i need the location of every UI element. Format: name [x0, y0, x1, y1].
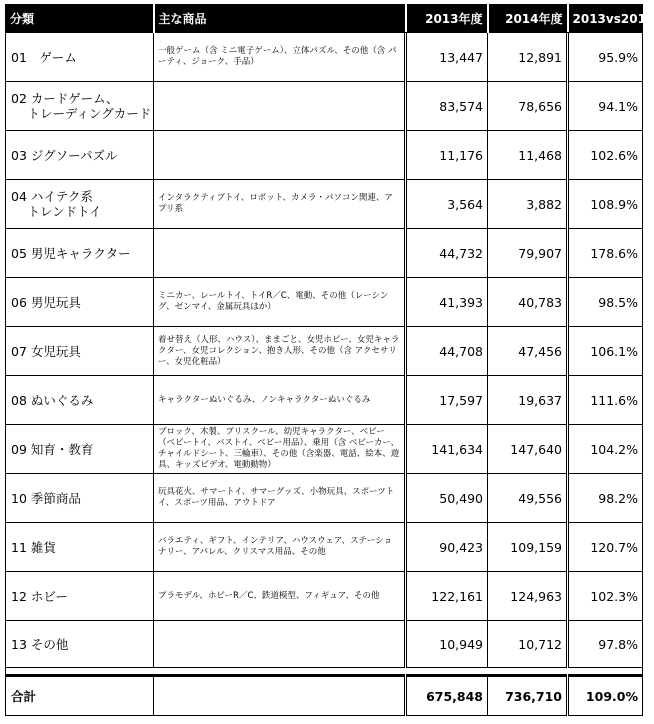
products-cell — [154, 229, 406, 278]
table-row — [6, 425, 643, 474]
table-row — [6, 33, 643, 82]
header-2014: 2014年度 — [488, 5, 568, 33]
spacer-row — [6, 668, 643, 676]
category-cell: 08 ぬいぐるみ — [6, 376, 154, 425]
ratio-cell: 120.7% — [568, 523, 643, 572]
category-cell: 05 男児キャラクター — [6, 229, 154, 278]
total-ratio: 109.0% — [568, 676, 643, 716]
products-cell — [154, 131, 406, 180]
table-row — [6, 523, 643, 572]
ratio-cell: 98.2% — [568, 474, 643, 523]
value-2014-cell: 79,907 — [488, 229, 568, 278]
products-cell: インタラクティブトイ、ロボット、カメラ・パソコン関連、アプリ系 — [154, 180, 406, 229]
value-2013-cell: 141,634 — [406, 425, 488, 474]
products-cell — [154, 621, 406, 668]
ratio-cell: 94.1% — [568, 82, 643, 131]
value-2014-cell: 78,656 — [488, 82, 568, 131]
category-cell: 13 その他 — [6, 621, 154, 668]
sales-table-container — [5, 4, 654, 716]
table-row — [6, 621, 643, 668]
category-cell: 01 ゲーム — [6, 33, 154, 82]
header-ratio: 2013vs2014 — [568, 5, 643, 33]
category-cell: 10 季節商品 — [6, 474, 154, 523]
value-2013-cell: 44,732 — [406, 229, 488, 278]
ratio-cell: 98.5% — [568, 278, 643, 327]
table-row — [6, 229, 643, 278]
value-2013-cell: 83,574 — [406, 82, 488, 131]
ratio-cell: 178.6% — [568, 229, 643, 278]
total-label: 合計 — [6, 676, 154, 716]
value-2013-cell: 17,597 — [406, 376, 488, 425]
table-row — [6, 327, 643, 376]
header-2013: 2013年度 — [406, 5, 488, 33]
value-2014-cell: 147,640 — [488, 425, 568, 474]
ratio-cell: 102.3% — [568, 572, 643, 621]
ratio-cell: 106.1% — [568, 327, 643, 376]
value-2014-cell: 19,637 — [488, 376, 568, 425]
value-2014-cell: 47,456 — [488, 327, 568, 376]
total-2013: 675,848 — [406, 676, 488, 716]
table-row — [6, 180, 643, 229]
category-cell: 11 雑貨 — [6, 523, 154, 572]
category-cell: 07 女児玩具 — [6, 327, 154, 376]
value-2013-cell: 122,161 — [406, 572, 488, 621]
table-row — [6, 82, 643, 131]
products-cell: 一般ゲーム（含 ミニ電子ゲーム）、立体パズル、その他（含 パーティ、ジョーク、手品） — [154, 33, 406, 82]
value-2014-cell: 11,468 — [488, 131, 568, 180]
value-2013-cell: 3,564 — [406, 180, 488, 229]
value-2013-cell: 11,176 — [406, 131, 488, 180]
total-row — [6, 676, 643, 716]
products-cell: ブロック、木製、プリスクール、幼児キャラクター、ベビー（ベビートイ、バストイ、ベビー用品）、乗用（含 ベビーカー、チャイルドシート、三輪車）、その他（含楽器、電話、絵本、遊具、キッズビデオ、電動動物） — [154, 425, 406, 474]
value-2014-cell: 3,882 — [488, 180, 568, 229]
value-2014-cell: 10,712 — [488, 621, 568, 668]
category-cell: 09 知育・教育 — [6, 425, 154, 474]
total-products-cell — [154, 676, 406, 716]
products-cell: バラエティ、ギフト、インテリア、ハウスウェア、ステーショナリー、アパレル、クリスマス用品、その他 — [154, 523, 406, 572]
value-2013-cell: 90,423 — [406, 523, 488, 572]
value-2013-cell: 50,490 — [406, 474, 488, 523]
ratio-cell: 102.6% — [568, 131, 643, 180]
ratio-cell: 104.2% — [568, 425, 643, 474]
header-category: 分類 — [6, 5, 154, 33]
ratio-cell: 111.6% — [568, 376, 643, 425]
table-row — [6, 131, 643, 180]
value-2013-cell: 41,393 — [406, 278, 488, 327]
value-2013-cell: 13,447 — [406, 33, 488, 82]
value-2014-cell: 109,159 — [488, 523, 568, 572]
value-2014-cell: 49,556 — [488, 474, 568, 523]
header-row — [6, 5, 643, 33]
products-cell: キャラクターぬいぐるみ、ノンキャラクターぬいぐるみ — [154, 376, 406, 425]
table-body — [6, 33, 643, 716]
products-cell: プラモデル、ホビーR／C、鉄道模型、フィギュア、その他 — [154, 572, 406, 621]
category-cell: 06 男児玩具 — [6, 278, 154, 327]
category-cell: 04 ハイテク系 トレンドトイ — [6, 180, 154, 229]
value-2014-cell: 40,783 — [488, 278, 568, 327]
products-cell: ミニカー、レールトイ、トイR／C、電動、その他（レーシング、ゼンマイ、金属玩具ほか） — [154, 278, 406, 327]
toy-sales-table — [5, 4, 654, 716]
header-products: 主な商品 — [154, 5, 406, 33]
category-cell: 03 ジグソーパズル — [6, 131, 154, 180]
table-row — [6, 474, 643, 523]
category-cell: 02 カードゲーム、 トレーディングカード — [6, 82, 154, 131]
table-row — [6, 572, 643, 621]
ratio-cell: 108.9% — [568, 180, 643, 229]
value-2013-cell: 10,949 — [406, 621, 488, 668]
category-cell: 12 ホビー — [6, 572, 154, 621]
total-2014: 736,710 — [488, 676, 568, 716]
products-cell: 玩具花火、サマートイ、サマーグッズ、小物玩具、スポーツトイ、スポーツ用品、アウトドア — [154, 474, 406, 523]
spacer-cell — [6, 668, 643, 676]
table-row — [6, 278, 643, 327]
ratio-cell: 97.8% — [568, 621, 643, 668]
value-2013-cell: 44,708 — [406, 327, 488, 376]
products-cell — [154, 82, 406, 131]
ratio-cell: 95.9% — [568, 33, 643, 82]
products-cell: 着せ替え（人形、ハウス）、ままごと、女児ホビー、女児キャラクター、女児コレクション、抱き人形、その他（含 アクセサリー、女児化粧品） — [154, 327, 406, 376]
table-row — [6, 376, 643, 425]
value-2014-cell: 12,891 — [488, 33, 568, 82]
value-2014-cell: 124,963 — [488, 572, 568, 621]
